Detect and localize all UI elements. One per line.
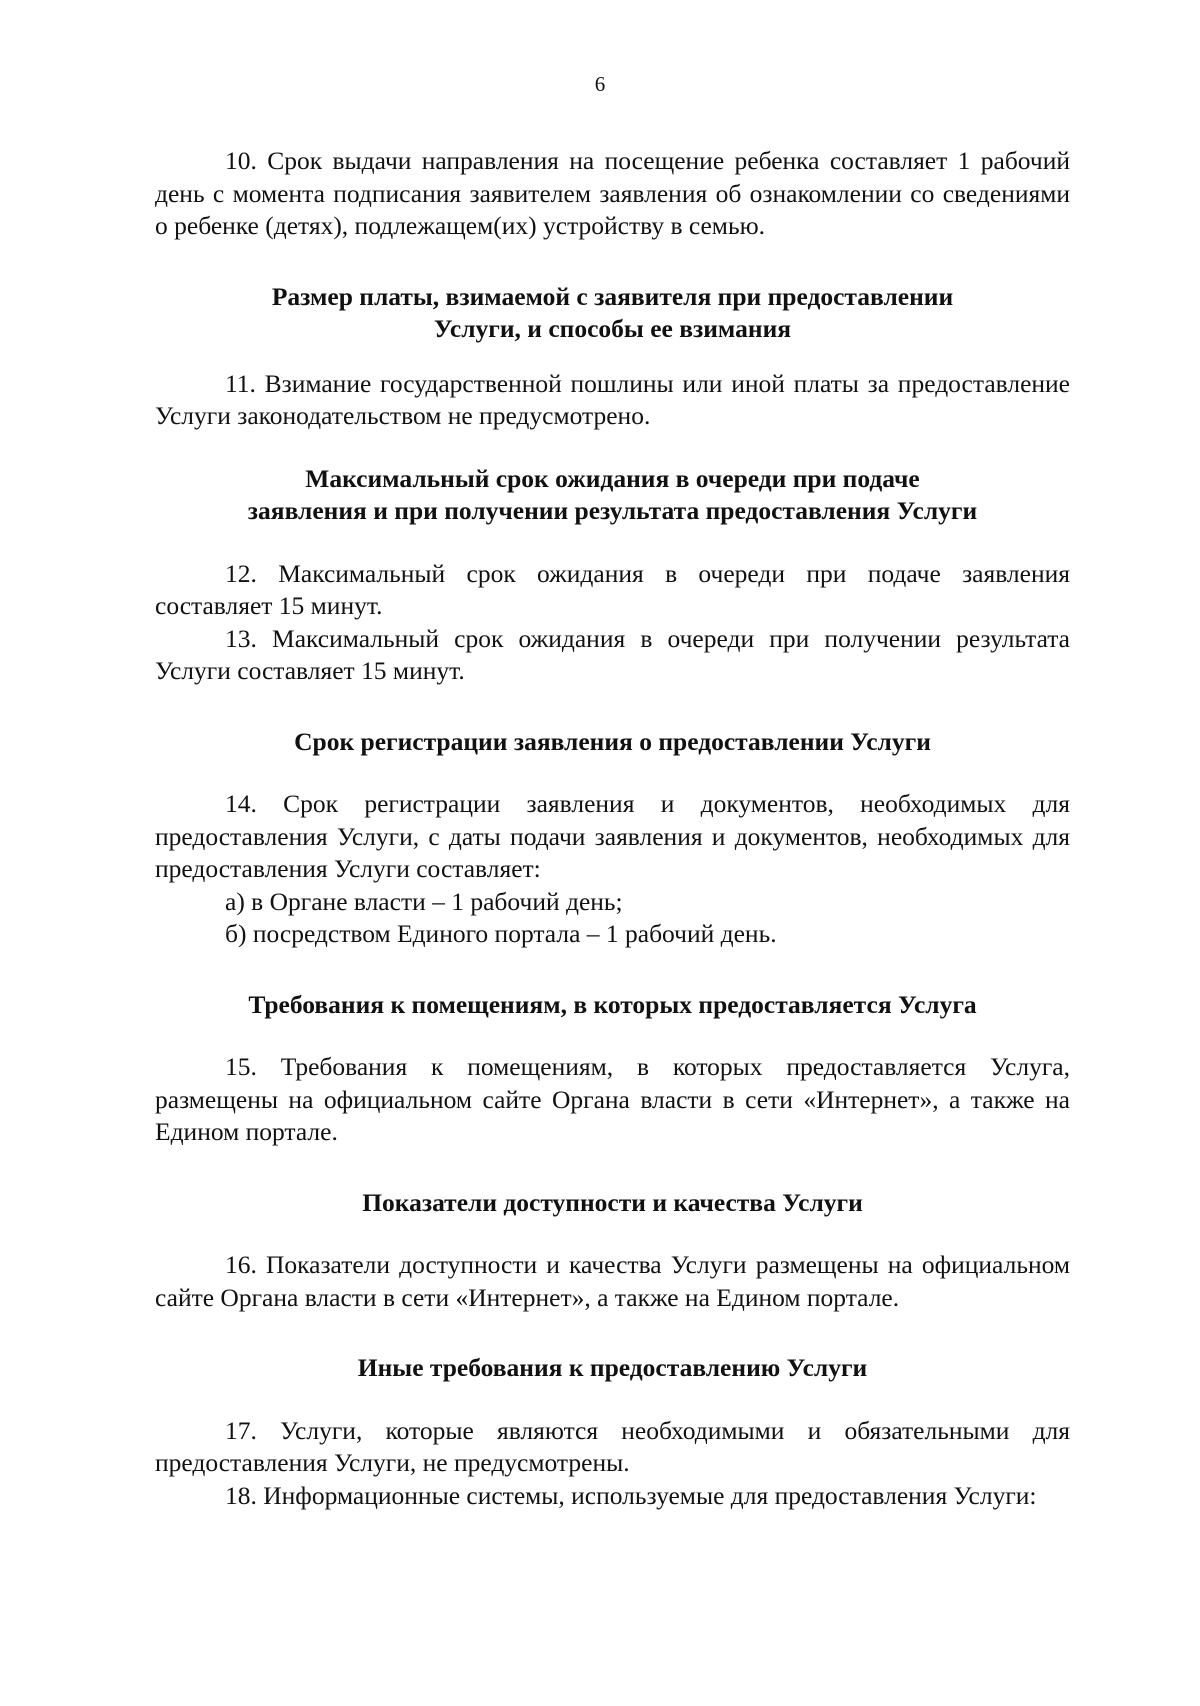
heading-other-requirements: Иные требования к предоставлению Услуги: [357, 1353, 868, 1382]
heading-fee-line-2: Услуги, и способы ее взимания: [433, 314, 792, 343]
paragraph-10: 10. Срок выдачи направления на посещение ребенка составляет 1 рабочий день с момента подписания заявителем заявления об ознакомлении со сведениями о ребенке (детях), подлежащем(их) устройству в семью.: [155, 146, 1070, 240]
heading-quality: Показатели доступности и качества Услуги: [362, 1187, 863, 1217]
paragraph-14: 14. Срок регистрации заявления и документов, необходимых для предоставления Услуги, с даты подачи заявления и документов, необходимых для предоставления Услуги составляет:: [155, 789, 1070, 883]
paragraph-12: 12. Максимальный срок ожидания в очереди при подаче заявления составляет 15 минут.: [155, 558, 1070, 620]
paragraph-17: 17. Услуги, которые являются необходимыми и обязательными для предоставления Услуги, не предусмотрены.: [155, 1415, 1070, 1477]
heading-premises: Требования к помещениям, в которых предоставляется Услуга: [248, 989, 977, 1019]
heading-queue-line-2: заявления и при получении результата предоставления Услуги: [247, 496, 978, 525]
paragraph-16: 16. Показатели доступности и качества Услуги размещены на официальном сайте Органа власти в сети «Интернет», а также на Едином портале.: [155, 1250, 1070, 1312]
paragraph-11: 11. Взимание государственной пошлины или иной платы за предоставление Услуги законодательством не предусмотрено.: [155, 368, 1070, 430]
paragraph-14-item-b: б) посредством Единого портала – 1 рабочий день.: [225, 919, 777, 948]
paragraph-18: 18. Информационные системы, используемые для предоставления Услуги:: [225, 1480, 1037, 1510]
page-number: 6: [594, 72, 606, 96]
heading-registration: Срок регистрации заявления о предоставлении Услуги: [294, 726, 931, 756]
heading-queue: [155, 463, 1070, 528]
paragraph-14-item-a: а) в Органе власти – 1 рабочий день;: [225, 886, 623, 916]
paragraph-13: 13. Максимальный срок ожидания в очереди при получении результата Услуги составляет 15 минут.: [155, 623, 1070, 685]
heading-queue-line-1: Максимальный срок ожидания в очереди при подаче: [305, 463, 920, 493]
paragraph-15: 15. Требования к помещениям, в которых предоставляется Услуга, размещены на официальном сайте Органа власти в сети «Интернет», а также на Едином портале.: [155, 1052, 1070, 1146]
document-body: [155, 145, 1070, 1512]
heading-fee-line-1: Размер платы, взимаемой с заявителя при предоставлении: [271, 281, 954, 311]
heading-fee: [155, 281, 1070, 346]
